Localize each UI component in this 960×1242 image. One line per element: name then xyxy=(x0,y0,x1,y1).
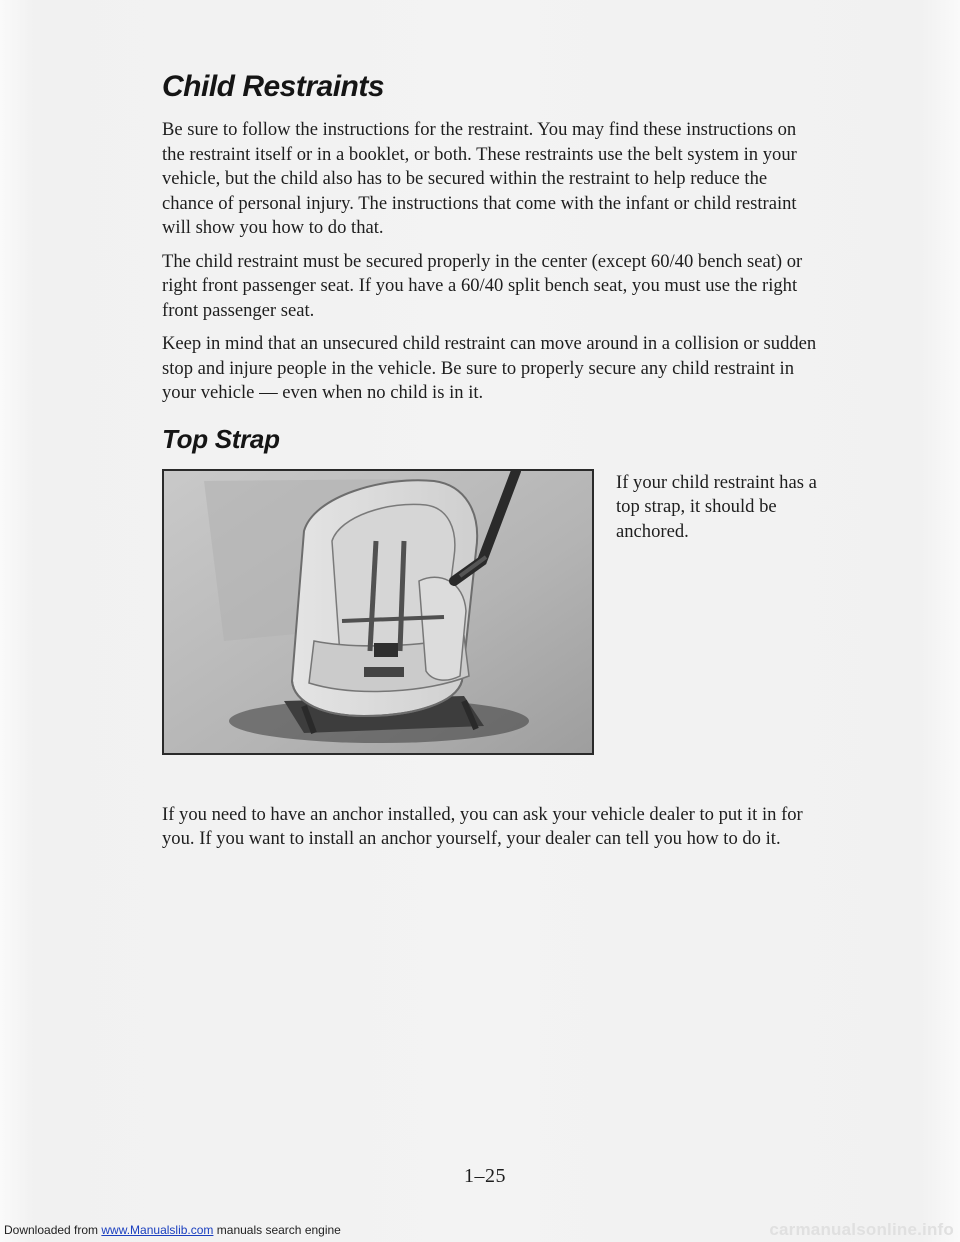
paragraph-seat-position: The child restraint must be secured properly in the center (except 60/40 bench seat) or right front passenger seat. If you have a 60/40 split bench seat, you must use the right front passenger seat. xyxy=(162,250,803,321)
top-strap-figure-row xyxy=(162,469,822,755)
paragraph-unsecured-warning: Keep in mind that an unsecured child restraint can move around in a collision or sudden stop and injure people in the vehicle. Be sure to properly secure any child restraint in your vehicle — even when no child is in it. xyxy=(162,333,817,403)
watermark-text: carmanualsonline.info xyxy=(769,1220,954,1239)
paragraph-anchor-install: If you need to have an anchor installed, you can ask your vehicle dealer to put it in for you. If you want to install an anchor yourself, your dealer can tell you how to do it. xyxy=(162,803,803,849)
top-strap-side-note: If your child restraint has a top strap, it should be anchored. xyxy=(616,471,817,542)
manualslib-link[interactable]: www.Manualslib.com xyxy=(101,1223,214,1237)
footer-download-note xyxy=(4,1223,341,1237)
footer-suffix: manuals search engine xyxy=(213,1223,341,1237)
child-seat-illustration xyxy=(162,469,594,755)
download-footer xyxy=(0,1220,960,1242)
paragraph-instructions: Be sure to follow the instructions for the restraint. You may find these instructions on the restraint itself or in a booklet, or both. These restraints use the belt system in your vehicle, but the child also has to be secured within the restraint to help reduce the chance of personal injury. The instructions that come with the infant or child restraint will show you how to do that. xyxy=(162,119,797,238)
section-title: Child Restraints xyxy=(162,70,385,103)
subsection-title: Top Strap xyxy=(162,423,280,454)
footer-prefix: Downloaded from xyxy=(4,1223,102,1237)
page-number: 1–25 xyxy=(464,1165,506,1187)
manual-page-content xyxy=(162,70,822,861)
